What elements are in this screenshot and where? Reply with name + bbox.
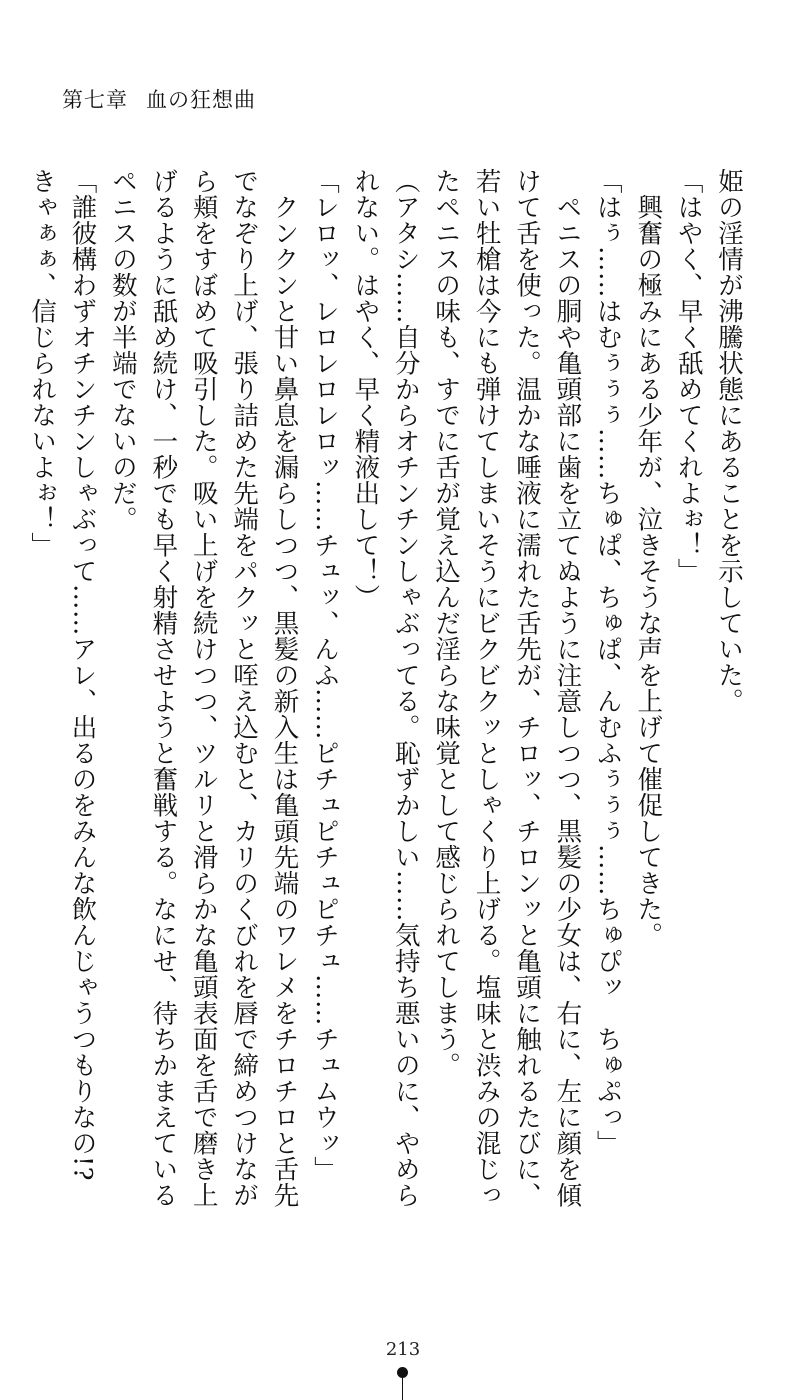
text-line: 「レロッ、レロレロレロッ……チュッ、んふ……ピチュピチュピチュ……チュムウッ」 [309, 168, 340, 1182]
folio-line-ornament [402, 1378, 403, 1400]
text-line: たペニスの味も、すでに舌が覚え込んだ淫らな味覚として感じられてしまう。 [431, 168, 462, 1078]
text-line: 「誰彼構わずオチンチンしゃぶって……アレ、出るのをみんな飲んじゃうつもりなの!? [67, 168, 98, 1181]
text-line: 「はぅ……はむぅぅぅ……ちゅぱ、ちゅぱ、んむふぅぅぅ……ちゅぴッ ちゅぷっ」 [592, 168, 623, 1156]
text-line: ら頬をすぼめて吸引した。吸い上げを続けつつ、ツルリと滑らかな亀頭表面を舌で磨き上 [188, 168, 219, 1208]
text-line: きゃぁぁ、信じられないよぉ！」 [27, 168, 58, 558]
text-line: けて舌を使った。温かな唾液に濡れた舌先が、チロッ、チロンッと亀頭に触れるたびに、 [511, 168, 542, 1208]
text-line: ペニスの胴や亀頭部に歯を立てぬように注意しつつ、黒髪の少女は、右に、左に顔を傾 [552, 168, 583, 1208]
text-line: 興奮の極みにある少年が、泣きそうな声を上げて催促してきた。 [633, 168, 664, 948]
chapter-title: 血の狂想曲 [146, 88, 256, 112]
chapter-number: 第七章 [62, 88, 128, 112]
page-number: 213 [385, 1339, 421, 1360]
text-line: （アタシ……自分からオチンチンしゃぶってる。恥ずかしい……気持ち悪いのに、やめら [390, 168, 421, 1208]
text-line: 姫の淫情が沸騰状態にあることを示していた。 [714, 168, 744, 714]
folio-dot-ornament [397, 1367, 408, 1378]
text-line: 「はやく、早く舐めてくれよぉ！」 [673, 168, 704, 584]
text-line: クンクンと甘い鼻息を漏らしつつ、黒髪の新入生は亀頭先端のワレメをチロチロと舌先 [269, 168, 300, 1208]
text-line: でなぞり上げ、張り詰めた先端をパクッと咥え込むと、カリのくびれを唇で締めつけなが [229, 168, 260, 1208]
vertical-body-text [22, 168, 749, 1258]
text-line: れない。はやく、早く精液出して！） [350, 168, 381, 610]
running-header [62, 84, 256, 114]
text-line: げるように舐め続け、一秒でも早く射精させようと奮戦する。なにせ、待ちかまえている [148, 168, 179, 1208]
text-line: ペニスの数が半端でないのだ。 [107, 168, 138, 532]
text-line: 若い牡槍は今にも弾けてしまいそうにビクビクッとしゃくり上げる。塩味と渋みの混じっ [471, 168, 502, 1208]
